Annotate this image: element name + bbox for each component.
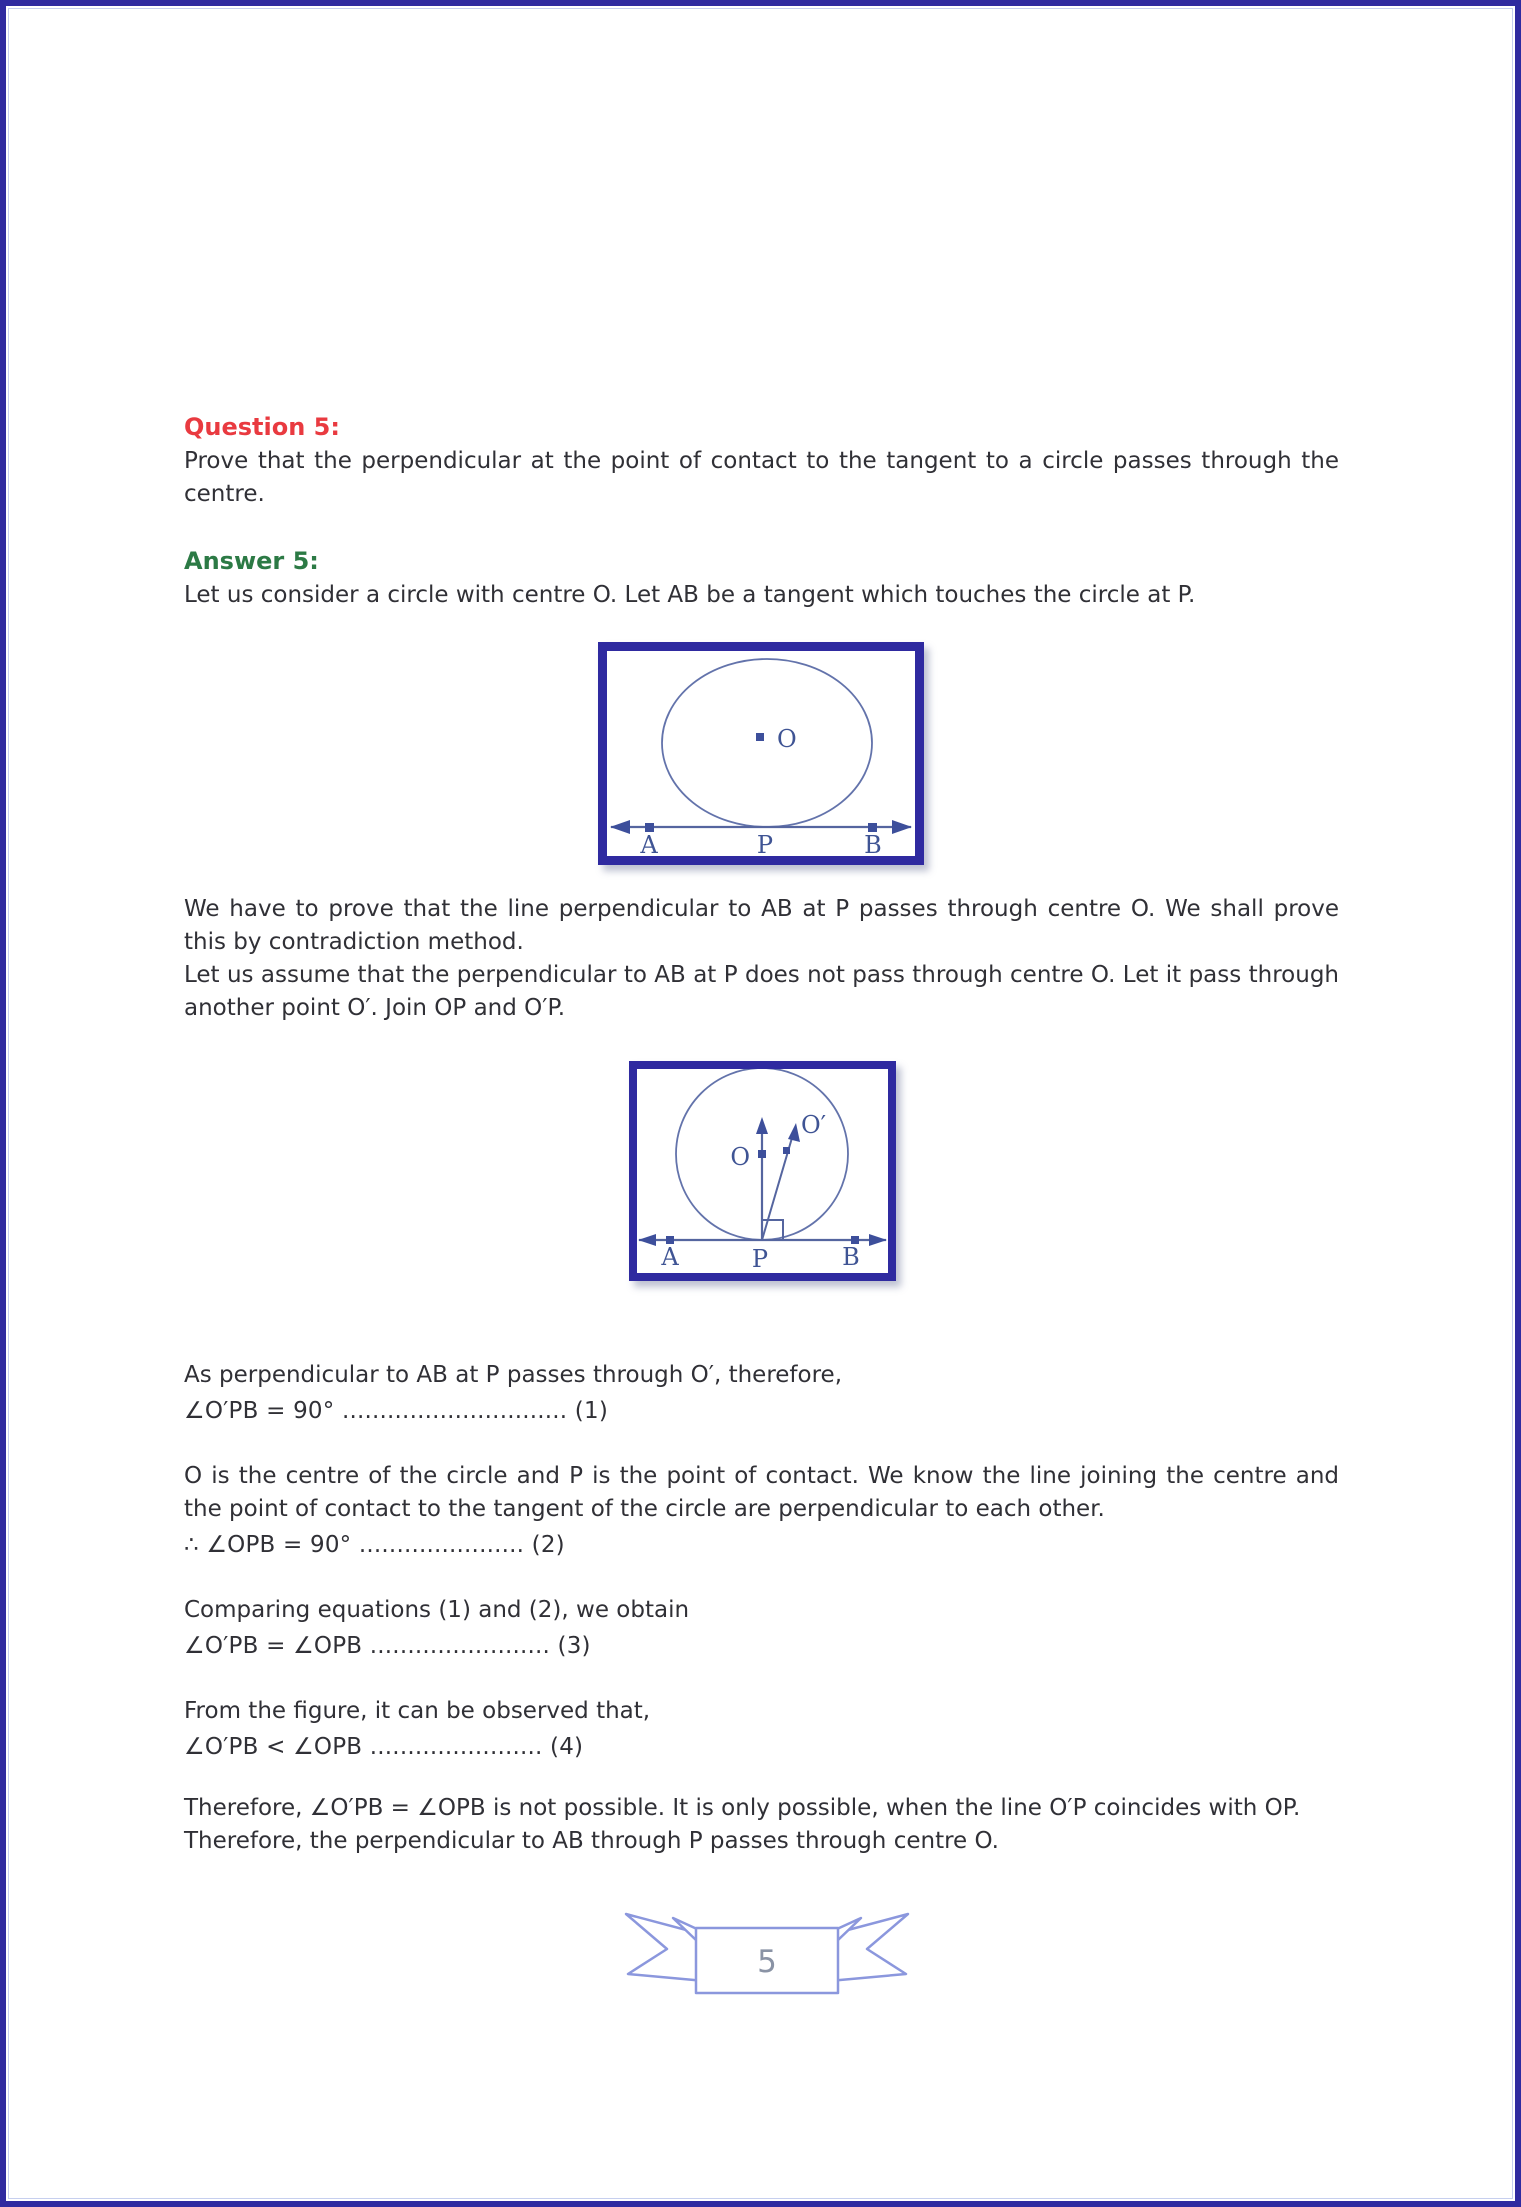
equation-2: ∴ ∠OPB = 90° ...................... (2) [184,1532,565,1558]
figure-1-circle-tangent-diagram [607,651,915,856]
right-arrowhead [869,1234,887,1246]
statement-4-lead: From the figure, it can be observed that, [184,1698,651,1724]
statement-2-lead: O is the centre of the circle and P is the point of contact. We know the line joining the centre and the point of contact to the tangent of the circle are perpendicular to each other. [184,1463,1339,1522]
page-number-ribbon-container [617,1902,1339,2002]
centre-o-label: O [777,725,797,753]
ribbon-right-tail [829,1914,908,1981]
question-heading: Question 5: [184,413,340,441]
statement-1 [184,1359,1339,1428]
point-p-label: P [751,1245,769,1273]
equation-4: ∠O′PB < ∠OPB ....................... (4) [184,1734,584,1760]
statement-2 [184,1460,1339,1562]
equation-3: ∠O′PB = ∠OPB ........................ (3) [184,1633,591,1659]
right-arrowhead [892,820,912,834]
o-prime-label: O′ [801,1111,827,1139]
answer-heading: Answer 5: [184,547,319,575]
figure-1-frame [598,642,924,865]
ray-po-arrowhead [756,1117,768,1134]
figure-1-container [598,642,1339,865]
point-a-label: A [640,831,658,856]
proof-paragraph-1: We have to prove that the line perpendicular to AB at P passes through centre O. We shall prove this by contradiction method. [184,896,1339,955]
page-number-ribbon [617,1902,917,2002]
question-text: Prove that the perpendicular at the point of contact to the tangent to a circle passes through the centre. [184,448,1339,507]
centre-o-label: O [730,1143,750,1171]
conclusion-text-2: Therefore, the perpendicular to AB through P passes through centre O. [184,1828,999,1854]
proof-paragraph-2: Let us assume that the perpendicular to AB at P does not pass through centre O. Let it pass through another point O′. Join OP and O′P. [184,962,1339,1021]
conclusion-text-1: Therefore, ∠O′PB = ∠OPB is not possible. It is only possible, when the line O′P coincides with OP. [184,1795,1301,1821]
ray-po-prime-arrowhead [788,1123,800,1142]
point-a-label: A [661,1243,679,1271]
figure-2-container [629,1061,1339,1281]
page-number: 5 [757,1944,777,1980]
statement-3 [184,1594,1339,1663]
statement-4 [184,1695,1339,1764]
statement-1-lead: As perpendicular to AB at P passes through O′, therefore, [184,1362,843,1388]
centre-o-dot [758,1150,766,1158]
o-prime-dot [783,1147,790,1154]
figure-2-contradiction-diagram [637,1069,888,1273]
page-content [6,6,1515,2002]
conclusion [184,1792,1339,1858]
answer-intro: Let us consider a circle with centre O. Let AB be a tangent which touches the circle at P. [184,582,1196,608]
point-b-label: B [864,831,882,856]
figure-2-frame [629,1061,896,1281]
equation-1: ∠O′PB = 90° .............................. (1) [184,1398,608,1424]
statement-3-lead: Comparing equations (1) and (2), we obtain [184,1597,690,1623]
left-arrowhead [610,820,630,834]
point-b-label: B [842,1243,860,1271]
point-p-label: P [756,831,774,856]
circle [662,659,872,827]
centre-o-dot [756,733,764,741]
left-arrowhead [638,1234,656,1246]
ribbon-left-tail [626,1914,705,1981]
